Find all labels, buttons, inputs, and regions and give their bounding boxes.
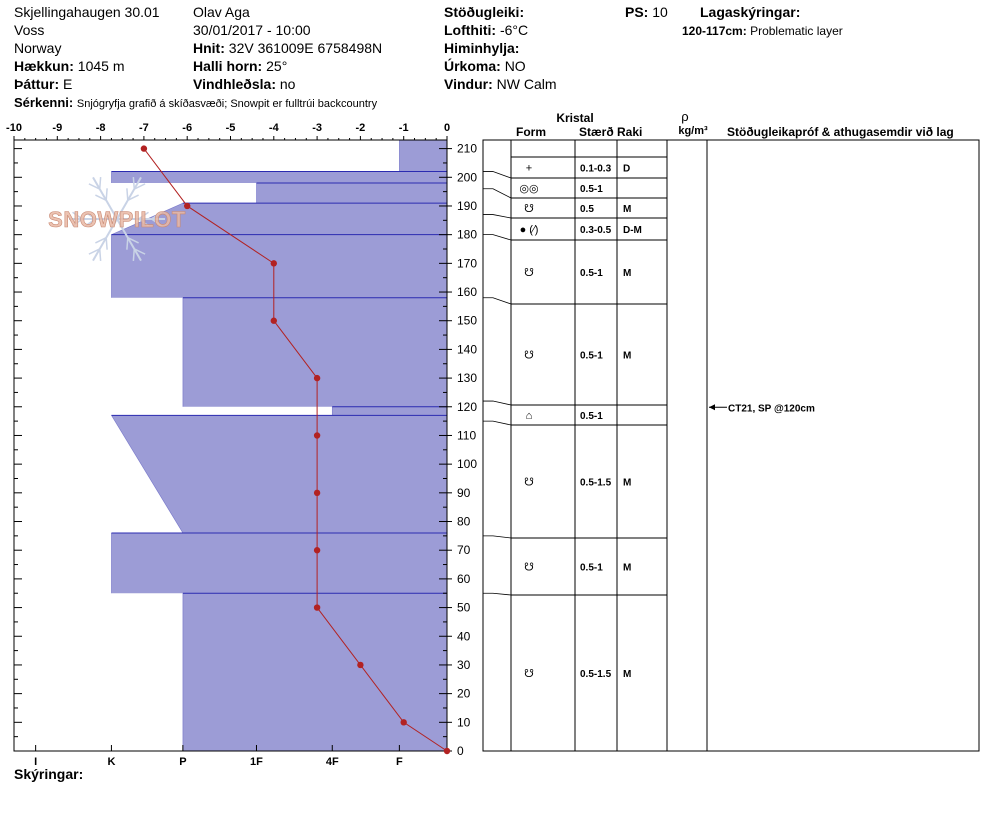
height-tick-label: 0: [457, 744, 464, 758]
melt-forms-icon: ◎◎: [519, 183, 539, 195]
layer-moisture: M: [623, 268, 632, 279]
snowflake-branch: [127, 188, 128, 200]
hardness-tick-label: 4F: [325, 756, 339, 768]
layer-note-text: Problematic layer: [750, 24, 843, 38]
hardness-layer: [183, 593, 447, 751]
temp-tick-label: -1: [398, 122, 409, 134]
melt-forms-icon: ☋: [524, 267, 534, 279]
melt-forms-icon: ☋: [524, 476, 534, 489]
temperature-point: [314, 604, 320, 610]
rho-symbol: ρ: [681, 109, 689, 124]
height-tick-label: 50: [457, 600, 471, 615]
layer-connector: [483, 536, 511, 538]
wind-loading-label: Vindhleðsla:: [193, 76, 276, 92]
height-tick-label: 10: [457, 715, 471, 730]
snowflake-branch: [133, 177, 134, 189]
features-value: Snjógryfja grafið á skíðasvæði; Snowpit er fulltrúi backcountry: [76, 98, 378, 110]
height-tick-label: 40: [457, 629, 471, 644]
layer-moisture: D-M: [623, 225, 642, 236]
layer-size: 0.5-1: [580, 411, 603, 422]
tests-label: Stöðugleikapróf & athugasemdir við lag: [727, 125, 954, 139]
notes-label: Skýringar:: [14, 766, 84, 782]
temp-tick-label: -9: [52, 122, 63, 134]
hardness-tick-label: 1F: [250, 756, 263, 768]
height-tick-label: 180: [457, 227, 478, 242]
layer-connector: [483, 421, 511, 425]
height-tick-label: 90: [457, 485, 471, 500]
temp-tick-label: -5: [225, 122, 236, 134]
temperature-point: [314, 547, 320, 553]
layer-connector: [483, 593, 511, 595]
temp-tick-label: -8: [95, 122, 106, 134]
layer-size: 0.5: [580, 204, 594, 215]
hardness-layer: [111, 235, 447, 298]
height-tick-label: 20: [457, 686, 471, 701]
region: Voss: [14, 22, 45, 38]
temperature-point: [314, 375, 320, 381]
coord-label: Hnit:: [193, 40, 225, 56]
height-tick-label: 70: [457, 543, 471, 558]
layer-size: 0.5-1.5: [580, 477, 612, 489]
ps-value: 10: [652, 4, 668, 20]
melt-forms-icon: ☋: [524, 349, 534, 362]
table-frame: [483, 140, 979, 751]
hardness-tick-label: I: [34, 756, 38, 768]
layer-size: 0.5-1: [580, 350, 603, 362]
slope-value: 25°: [266, 58, 288, 74]
height-tick-label: 100: [457, 457, 478, 472]
layer-moisture: M: [623, 204, 632, 215]
layer-size: 0.1-0.3: [580, 163, 612, 175]
air-temp-label: Lofthiti:: [444, 22, 497, 38]
height-tick-label: 170: [457, 256, 478, 271]
layer-size: 0.5-1.5: [580, 669, 612, 680]
temperature-point: [271, 318, 277, 324]
air-temp-value: -6°C: [499, 22, 529, 38]
temp-tick-label: -7: [139, 122, 149, 134]
layer-moisture: M: [623, 669, 632, 680]
height-tick-label: 30: [457, 657, 471, 672]
height-tick-label: 130: [457, 371, 478, 386]
layer-connector: [483, 401, 511, 405]
datetime: 30/01/2017 - 10:00: [193, 22, 311, 38]
layer-connector: [483, 189, 511, 198]
temp-tick-label: -3: [312, 122, 322, 134]
layer-size: 0.3-0.5: [580, 225, 612, 236]
stability-label: Stöðugleiki:: [444, 4, 525, 20]
layer-moisture: M: [623, 477, 632, 489]
observer: Olav Aga: [193, 4, 250, 20]
depth-hoar-icon: ⌂: [525, 410, 533, 422]
hardness-tick-label: F: [396, 756, 403, 768]
wind-value: NW Calm: [496, 76, 557, 92]
precip-value: NO: [504, 58, 526, 74]
elevation-label: Hækkun:: [14, 58, 74, 74]
melt-forms-icon: ☋: [524, 668, 534, 680]
hardness-layer: [111, 172, 447, 183]
snowflake-branch: [133, 249, 134, 261]
height-tick-label: 140: [457, 342, 478, 357]
melt-forms-icon: ☋: [524, 203, 534, 215]
temp-tick-label: -4: [268, 122, 279, 134]
ice-and-faceted-icon: ● (⁄): [519, 224, 539, 236]
size-label: Stærð: [579, 125, 614, 139]
temp-tick-label: 0: [443, 122, 451, 134]
height-tick-label: 160: [457, 285, 478, 300]
precip-particle-icon: +: [525, 162, 533, 175]
wind-label: Vindur:: [444, 76, 493, 92]
height-tick-label: 60: [457, 571, 471, 586]
temperature-point: [314, 432, 320, 438]
coord-value: 32V 361009E 6758498N: [228, 40, 383, 56]
layer-moisture: M: [623, 562, 632, 574]
precip-label: Úrkoma:: [444, 58, 501, 74]
layer-connector: [483, 172, 511, 178]
hardness-layer: [256, 183, 447, 203]
hardness-layer: [332, 407, 447, 416]
layer-notes-label: Lagaskýringar:: [700, 4, 801, 20]
height-tick-label: 80: [457, 514, 471, 529]
hardness-layer: [183, 298, 447, 407]
temperature-point: [444, 748, 450, 754]
hardness-tick-label: K: [107, 756, 116, 768]
temp-tick-label: -2: [355, 122, 366, 134]
snowflake-branch: [106, 188, 107, 200]
temperature-point: [141, 145, 147, 151]
height-tick-label: 120: [457, 399, 478, 414]
snowflake-branch: [100, 177, 101, 189]
hardness-tick-label: P: [179, 756, 187, 768]
density-unit: kg/m³: [678, 125, 708, 137]
ps-label: PS:: [625, 4, 649, 20]
stability-test-note: CT21, SP @120cm: [728, 403, 815, 415]
sky-label: Himinhylja:: [444, 40, 520, 56]
hardness-layer: [399, 140, 447, 172]
layer-moisture: M: [623, 350, 632, 362]
moisture-label: Raki: [617, 125, 643, 139]
layer-size: 0.5-1: [580, 184, 603, 195]
layer-connector: [483, 235, 511, 240]
country: Norway: [14, 40, 62, 56]
site-name: Skjellingahaugen 30.01: [14, 4, 160, 20]
form-label: Form: [516, 125, 546, 139]
temp-tick-label: -6: [182, 122, 193, 134]
slope-label: Halli horn:: [193, 58, 263, 74]
snowpilot-wordmark: SNOWPILOT: [48, 207, 186, 232]
snowflake-branch: [106, 238, 107, 250]
aspect-label: Þáttur:: [14, 76, 60, 92]
layer-note-key: 120-117cm:: [682, 24, 747, 38]
hardness-layer: [111, 533, 447, 593]
elevation-value: 1045 m: [77, 58, 125, 74]
layer-table: [483, 109, 979, 751]
layer-connector: [483, 215, 511, 218]
melt-forms-icon: ☋: [524, 561, 534, 574]
temperature-point: [357, 662, 363, 668]
temperature-point: [314, 490, 320, 496]
test-arrow-head: [709, 404, 715, 410]
height-tick-label: 190: [457, 198, 478, 213]
layer-moisture: D: [623, 163, 631, 175]
height-tick-label: 110: [457, 428, 477, 443]
layer-size: 0.5-1: [580, 562, 603, 574]
snowflake-branch: [100, 249, 101, 261]
height-tick-label: 210: [457, 141, 478, 156]
wind-loading-value: no: [279, 76, 296, 92]
layer-connector: [483, 298, 511, 304]
temp-tick-label: -10: [6, 122, 22, 134]
height-tick-label: 150: [457, 313, 478, 328]
features-label: Sérkenni:: [14, 95, 74, 110]
height-tick-label: 200: [457, 170, 478, 185]
aspect-value: E: [63, 76, 73, 92]
temperature-point: [271, 260, 277, 266]
snowflake-branch: [127, 238, 128, 250]
layer-size: 0.5-1: [580, 268, 603, 279]
temperature-point: [401, 719, 407, 725]
hardness-layer: [111, 415, 447, 533]
kristal-label: Kristal: [556, 111, 594, 125]
